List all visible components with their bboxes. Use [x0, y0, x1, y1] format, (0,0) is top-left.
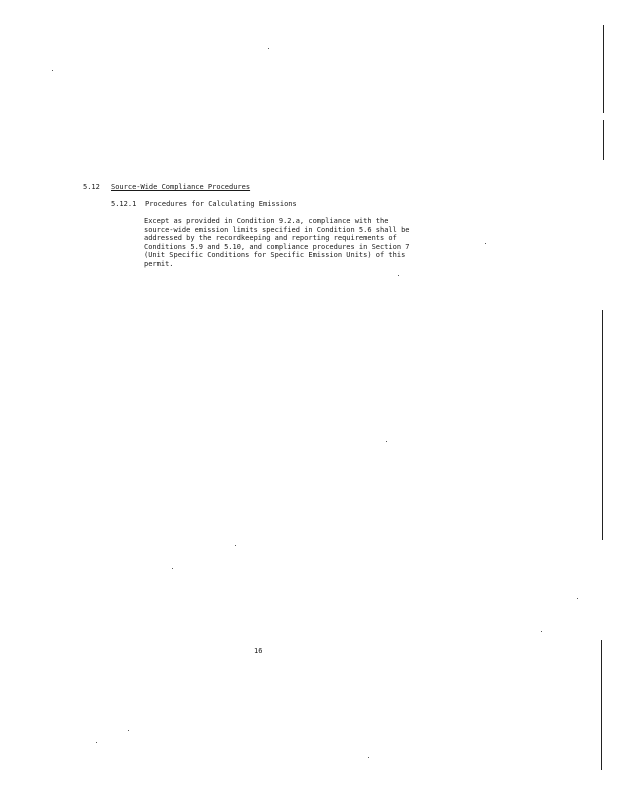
scan-speck — [268, 48, 269, 49]
scan-edge-line — [603, 25, 604, 113]
scan-speck — [386, 441, 387, 442]
body-paragraph — [144, 217, 434, 269]
scan-edge-line — [602, 310, 603, 540]
scan-speck — [52, 70, 53, 71]
scan-edge-line — [603, 120, 604, 160]
scan-speck — [172, 568, 173, 569]
scan-edge-line — [601, 640, 602, 770]
paragraph-line: source-wide emission limits specified in Condition 5.6 shall be — [144, 225, 410, 234]
scan-speck — [96, 742, 97, 743]
paragraph-line: (Unit Specific Conditions for Specific Emission Units) of this — [144, 251, 406, 260]
subsection-number: 5.12.1 — [111, 200, 137, 208]
scan-speck — [541, 631, 542, 632]
scan-speck — [128, 730, 129, 731]
scan-speck — [368, 757, 369, 758]
scan-speck — [235, 545, 236, 546]
section-heading — [83, 183, 250, 192]
paragraph-line: Except as provided in Condition 9.2.a, compliance with the — [144, 217, 389, 225]
paragraph-line: permit. — [144, 259, 174, 268]
subsection-heading — [111, 200, 297, 209]
paragraph-line: addressed by the recordkeeping and reporting requirements of — [144, 234, 397, 243]
scan-speck — [485, 243, 486, 244]
page-number: 16 — [254, 647, 263, 655]
section-number: 5.12 — [83, 183, 100, 191]
section-title: Source-Wide Compliance Procedures — [111, 183, 251, 191]
subsection-title: Procedures for Calculating Emissions — [145, 200, 297, 208]
paragraph-line: Conditions 5.9 and 5.10, and compliance procedures in Section 7 — [144, 242, 410, 251]
scan-speck — [398, 275, 399, 276]
scan-speck — [577, 598, 578, 599]
